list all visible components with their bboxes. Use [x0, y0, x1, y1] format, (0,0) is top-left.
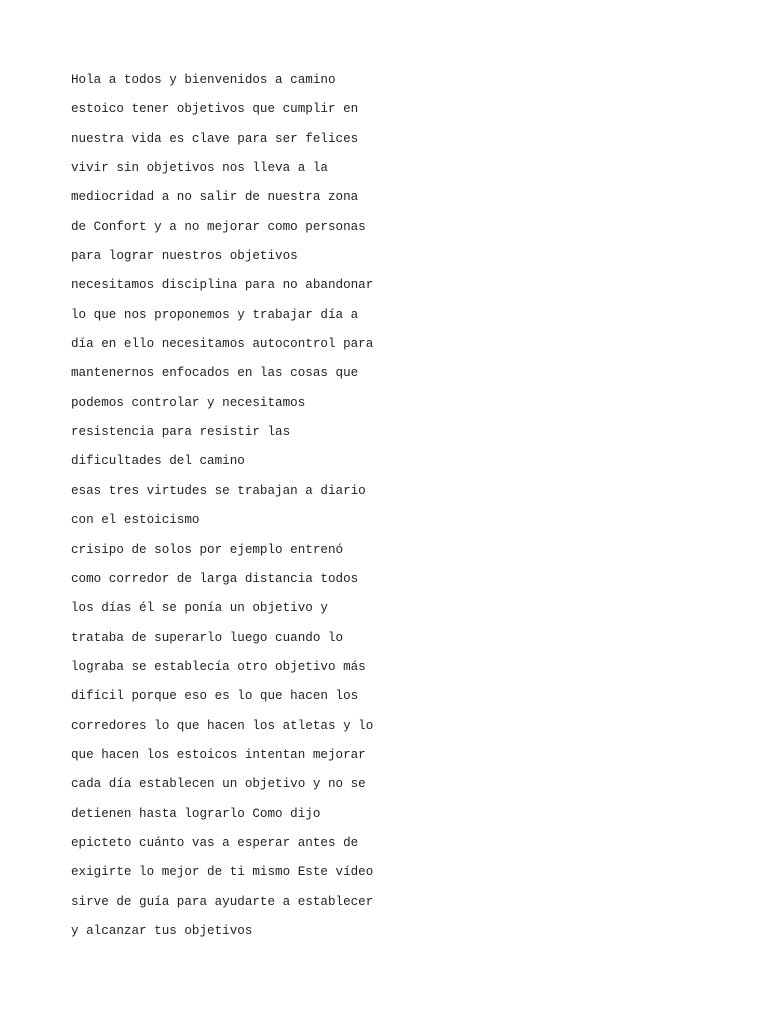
text-line: trataba de superarlo luego cuando lo — [71, 630, 344, 645]
text-line: difícil porque eso es lo que hacen los — [71, 689, 359, 704]
text-line: esas tres virtudes se trabajan a diario — [71, 483, 366, 498]
text-line: corredores lo que hacen los atletas y lo — [71, 718, 374, 733]
text-line: detienen hasta lograrlo Como dijo — [71, 806, 321, 821]
text-line: los días él se ponía un objetivo y — [71, 601, 328, 616]
text-line: resistencia para resistir las — [71, 425, 291, 440]
text-line: y alcanzar tus objetivos — [71, 923, 253, 938]
text-line: mediocridad a no salir de nuestra zona — [71, 190, 359, 205]
text-line: epicteto cuánto vas a esperar antes de — [71, 835, 359, 850]
text-line: para lograr nuestros objetivos — [71, 249, 298, 264]
text-line: nuestra vida es clave para ser felices — [71, 131, 359, 146]
text-line: mantenernos enfocados en las cosas que — [71, 366, 359, 381]
text-line: que hacen los estoicos intentan mejorar — [71, 747, 366, 762]
text-line: exigirte lo mejor de ti mismo Este vídeo — [71, 865, 374, 880]
text-line: estoico tener objetivos que cumplir en — [71, 102, 359, 117]
text-line: de Confort y a no mejorar como personas — [71, 219, 366, 234]
text-line: dificultades del camino — [71, 454, 245, 469]
text-line: sirve de guía para ayudarte a establecer — [71, 894, 374, 909]
transcript-text — [71, 70, 373, 950]
text-line: podemos controlar y necesitamos — [71, 395, 306, 410]
text-line: Hola a todos y bienvenidos a camino — [71, 73, 336, 87]
text-line: lograba se establecía otro objetivo más — [71, 659, 366, 674]
text-line: lo que nos proponemos y trabajar día a — [71, 307, 359, 322]
text-line: día en ello necesitamos autocontrol para — [71, 337, 374, 352]
text-line: necesitamos disciplina para no abandonar — [71, 278, 374, 293]
text-line: cada día establecen un objetivo y no se — [71, 777, 366, 792]
text-line: como corredor de larga distancia todos — [71, 571, 359, 586]
text-line: crisipo de solos por ejemplo entrenó — [71, 542, 344, 557]
text-line: con el estoicismo — [71, 513, 200, 528]
text-line: vivir sin objetivos nos lleva a la — [71, 161, 328, 176]
